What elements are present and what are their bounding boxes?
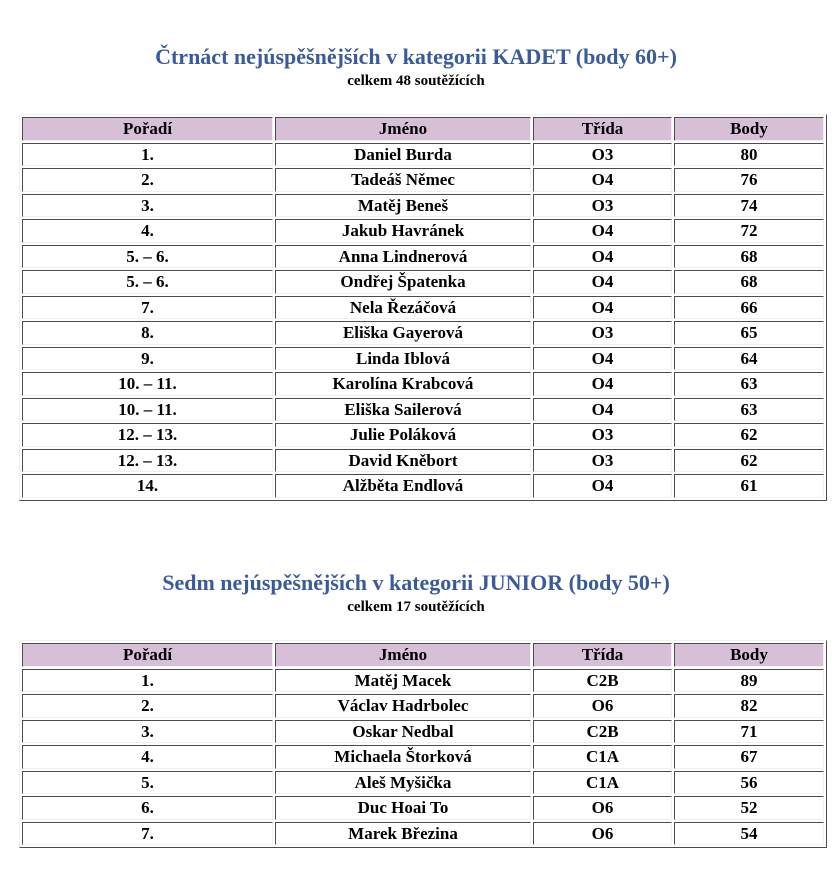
column-header-rank: Pořadí xyxy=(22,643,273,667)
cell-rank: 5. – 6. xyxy=(22,245,273,269)
table-row xyxy=(22,168,824,192)
cell-points: 89 xyxy=(674,669,824,693)
table-row xyxy=(22,822,824,846)
table-row xyxy=(22,245,824,269)
junior-results-table xyxy=(19,640,827,848)
table-row xyxy=(22,143,824,167)
cell-rank: 10. – 11. xyxy=(22,398,273,422)
cell-points: 63 xyxy=(674,372,824,396)
cell-rank: 12. – 13. xyxy=(22,423,273,447)
column-header-class: Třída xyxy=(533,117,672,141)
cell-rank: 6. xyxy=(22,796,273,820)
cell-points: 64 xyxy=(674,347,824,371)
kadet-subtitle: celkem 48 soutěžících xyxy=(347,73,485,89)
cell-name: David Kněbort xyxy=(275,449,531,473)
cell-class: C2B xyxy=(533,669,672,693)
cell-rank: 1. xyxy=(22,143,273,167)
cell-name: Matěj Macek xyxy=(275,669,531,693)
cell-rank: 5. – 6. xyxy=(22,270,273,294)
cell-rank: 4. xyxy=(22,745,273,769)
cell-rank: 14. xyxy=(22,474,273,498)
cell-name: Matěj Beneš xyxy=(275,194,531,218)
cell-rank: 10. – 11. xyxy=(22,372,273,396)
table-row xyxy=(22,474,824,498)
cell-class: O4 xyxy=(533,245,672,269)
cell-name: Tadeáš Němec xyxy=(275,168,531,192)
cell-points: 54 xyxy=(674,822,824,846)
table-row xyxy=(22,449,824,473)
cell-name: Duc Hoai To xyxy=(275,796,531,820)
cell-class: O3 xyxy=(533,194,672,218)
table-row xyxy=(22,194,824,218)
cell-points: 76 xyxy=(674,168,824,192)
column-header-class: Třída xyxy=(533,643,672,667)
cell-rank: 2. xyxy=(22,694,273,718)
kadet-results-table xyxy=(19,114,827,501)
cell-points: 56 xyxy=(674,771,824,795)
cell-points: 63 xyxy=(674,398,824,422)
junior-title: Sedm nejúspěšnějších v kategorii JUNIOR (body 50+) xyxy=(162,570,670,595)
table-row xyxy=(22,219,824,243)
cell-rank: 1. xyxy=(22,669,273,693)
column-header-points: Body xyxy=(674,643,824,667)
cell-points: 68 xyxy=(674,270,824,294)
cell-name: Václav Hadrbolec xyxy=(275,694,531,718)
cell-name: Julie Poláková xyxy=(275,423,531,447)
cell-name: Marek Březina xyxy=(275,822,531,846)
cell-class: O4 xyxy=(533,296,672,320)
cell-class: O6 xyxy=(533,694,672,718)
table-row xyxy=(22,796,824,820)
table-row xyxy=(22,423,824,447)
table-header-row xyxy=(22,117,824,141)
cell-rank: 3. xyxy=(22,720,273,744)
cell-points: 74 xyxy=(674,194,824,218)
column-header-name: Jméno xyxy=(275,643,531,667)
cell-class: O4 xyxy=(533,398,672,422)
cell-name: Anna Lindnerová xyxy=(275,245,531,269)
cell-points: 66 xyxy=(674,296,824,320)
table-row xyxy=(22,321,824,345)
table-row xyxy=(22,771,824,795)
cell-class: O3 xyxy=(533,143,672,167)
cell-name: Ondřej Špatenka xyxy=(275,270,531,294)
cell-rank: 9. xyxy=(22,347,273,371)
table-row xyxy=(22,720,824,744)
table-row xyxy=(22,270,824,294)
cell-class: C1A xyxy=(533,745,672,769)
cell-rank: 7. xyxy=(22,822,273,846)
cell-class: O4 xyxy=(533,474,672,498)
cell-class: O4 xyxy=(533,347,672,371)
cell-points: 71 xyxy=(674,720,824,744)
cell-name: Karolína Krabcová xyxy=(275,372,531,396)
cell-name: Eliška Sailerová xyxy=(275,398,531,422)
cell-rank: 4. xyxy=(22,219,273,243)
cell-points: 82 xyxy=(674,694,824,718)
cell-name: Linda Iblová xyxy=(275,347,531,371)
cell-class: C2B xyxy=(533,720,672,744)
cell-points: 67 xyxy=(674,745,824,769)
cell-class: C1A xyxy=(533,771,672,795)
cell-points: 68 xyxy=(674,245,824,269)
cell-name: Alžběta Endlová xyxy=(275,474,531,498)
cell-points: 65 xyxy=(674,321,824,345)
cell-points: 62 xyxy=(674,449,824,473)
cell-points: 62 xyxy=(674,423,824,447)
table-row xyxy=(22,372,824,396)
cell-class: O6 xyxy=(533,796,672,820)
cell-class: O4 xyxy=(533,219,672,243)
cell-points: 52 xyxy=(674,796,824,820)
cell-class: O3 xyxy=(533,321,672,345)
table-row xyxy=(22,296,824,320)
column-header-rank: Pořadí xyxy=(22,117,273,141)
table-row xyxy=(22,347,824,371)
cell-rank: 2. xyxy=(22,168,273,192)
cell-name: Michaela Štorková xyxy=(275,745,531,769)
cell-rank: 8. xyxy=(22,321,273,345)
table-header-row xyxy=(22,643,824,667)
cell-class: O6 xyxy=(533,822,672,846)
cell-points: 61 xyxy=(674,474,824,498)
table-row xyxy=(22,694,824,718)
table-row xyxy=(22,745,824,769)
column-header-name: Jméno xyxy=(275,117,531,141)
cell-name: Oskar Nedbal xyxy=(275,720,531,744)
cell-class: O4 xyxy=(533,270,672,294)
table-row xyxy=(22,669,824,693)
cell-class: O4 xyxy=(533,168,672,192)
cell-class: O4 xyxy=(533,372,672,396)
cell-class: O3 xyxy=(533,449,672,473)
cell-rank: 12. – 13. xyxy=(22,449,273,473)
cell-rank: 7. xyxy=(22,296,273,320)
table-row xyxy=(22,398,824,422)
cell-class: O3 xyxy=(533,423,672,447)
cell-name: Eliška Gayerová xyxy=(275,321,531,345)
cell-rank: 5. xyxy=(22,771,273,795)
cell-name: Nela Řezáčová xyxy=(275,296,531,320)
junior-subtitle: celkem 17 soutěžících xyxy=(347,599,485,615)
cell-name: Daniel Burda xyxy=(275,143,531,167)
cell-points: 80 xyxy=(674,143,824,167)
column-header-points: Body xyxy=(674,117,824,141)
cell-name: Jakub Havránek xyxy=(275,219,531,243)
cell-rank: 3. xyxy=(22,194,273,218)
cell-name: Aleš Myšička xyxy=(275,771,531,795)
kadet-title: Čtrnáct nejúspěšnějších v kategorii KADET (body 60+) xyxy=(155,44,677,69)
cell-points: 72 xyxy=(674,219,824,243)
